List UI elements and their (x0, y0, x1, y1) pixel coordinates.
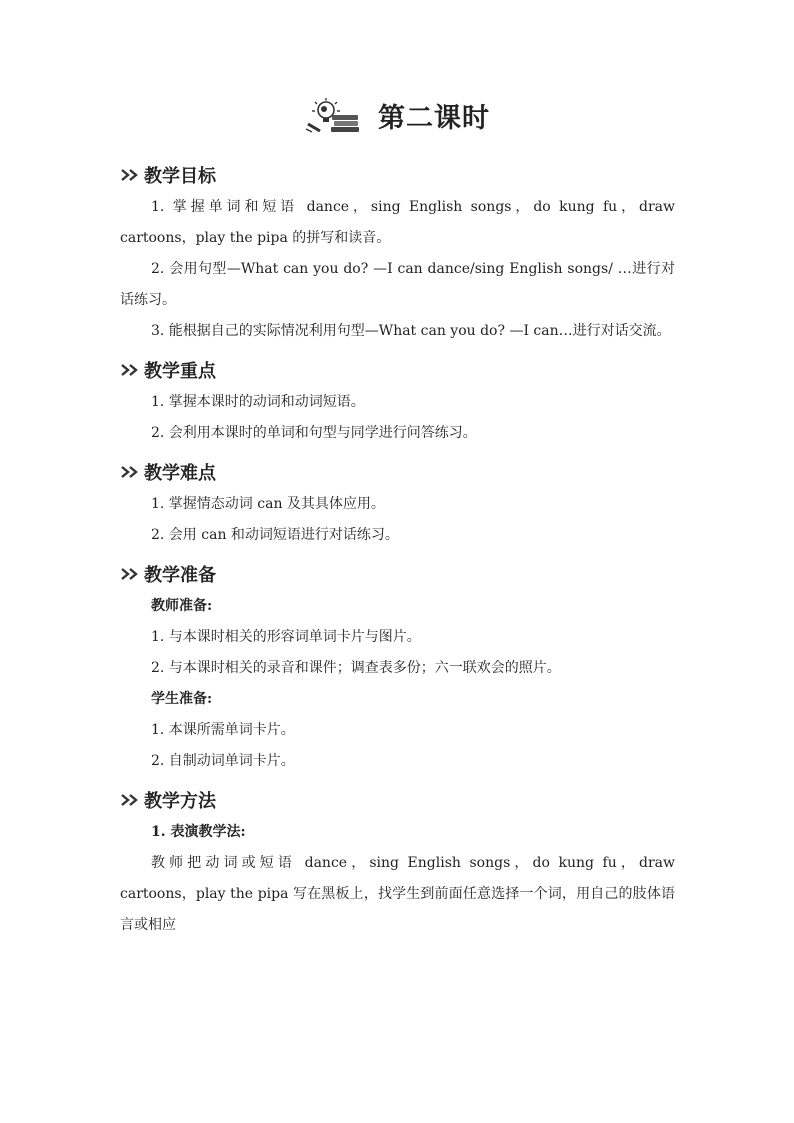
section-title: 教学准备 (144, 565, 216, 586)
section-title: 教学目标 (144, 166, 216, 187)
section-heading-methods (120, 783, 675, 817)
method-text: 教师把动词或短语 dance，sing English songs，do kung fu，draw cartoons，play the pipa 写在黑板上，找学生到前面任意选择一个词，用自己的肢体语言或相应 (120, 855, 675, 933)
section-title: 教学重点 (144, 361, 216, 382)
student-prep-item: 1. 本课所需单词卡片。 (151, 722, 295, 738)
objective-item: 2. 会用句型—What can you do? —I can dance/sing English songs/ …进行对话练习。 (120, 261, 675, 308)
title-block (0, 96, 794, 135)
double-chevron-icon (120, 465, 142, 479)
section-title: 教学难点 (144, 463, 216, 484)
key-point-item: 2. 会利用本课时的单词和句型与同学进行问答练习。 (151, 425, 477, 441)
objective-item: 3. 能根据自己的实际情况利用句型—What can you do? —I can…进行对话交流。 (151, 323, 671, 339)
section-heading-difficulties (120, 455, 675, 489)
student-prep-label: 学生准备: (151, 691, 213, 707)
section-heading-preparation (120, 557, 675, 591)
double-chevron-icon (120, 168, 142, 182)
page-title: 第二课时 (378, 103, 490, 134)
difficulty-item: 1. 掌握情态动词 can 及其具体应用。 (151, 496, 385, 512)
key-point-item: 1. 掌握本课时的动词和动词短语。 (151, 394, 365, 410)
double-chevron-icon (120, 363, 142, 377)
teacher-prep-item: 2. 与本课时相关的录音和课件；调查表多份；六一联欢会的照片。 (151, 660, 561, 676)
student-prep-item: 2. 自制动词单词卡片。 (151, 753, 295, 769)
teacher-prep-label: 教师准备: (151, 598, 213, 614)
lightbulb-books-icon (304, 98, 364, 134)
section-heading-key-points (120, 353, 675, 387)
double-chevron-icon (120, 567, 142, 581)
difficulty-item: 2. 会用 can 和动词短语进行对话练习。 (151, 527, 399, 543)
double-chevron-icon (120, 793, 142, 807)
content-body (120, 158, 675, 941)
section-heading-objectives (120, 158, 675, 192)
method-label: 1. 表演教学法: (151, 824, 246, 840)
teacher-prep-item: 1. 与本课时相关的形容词单词卡片与图片。 (151, 629, 421, 645)
objective-item: 1. 掌握单词和短语 dance，sing English songs，do kung fu，draw cartoons，play the pipa 的拼写和读音。 (120, 199, 675, 246)
section-title: 教学方法 (144, 791, 216, 812)
